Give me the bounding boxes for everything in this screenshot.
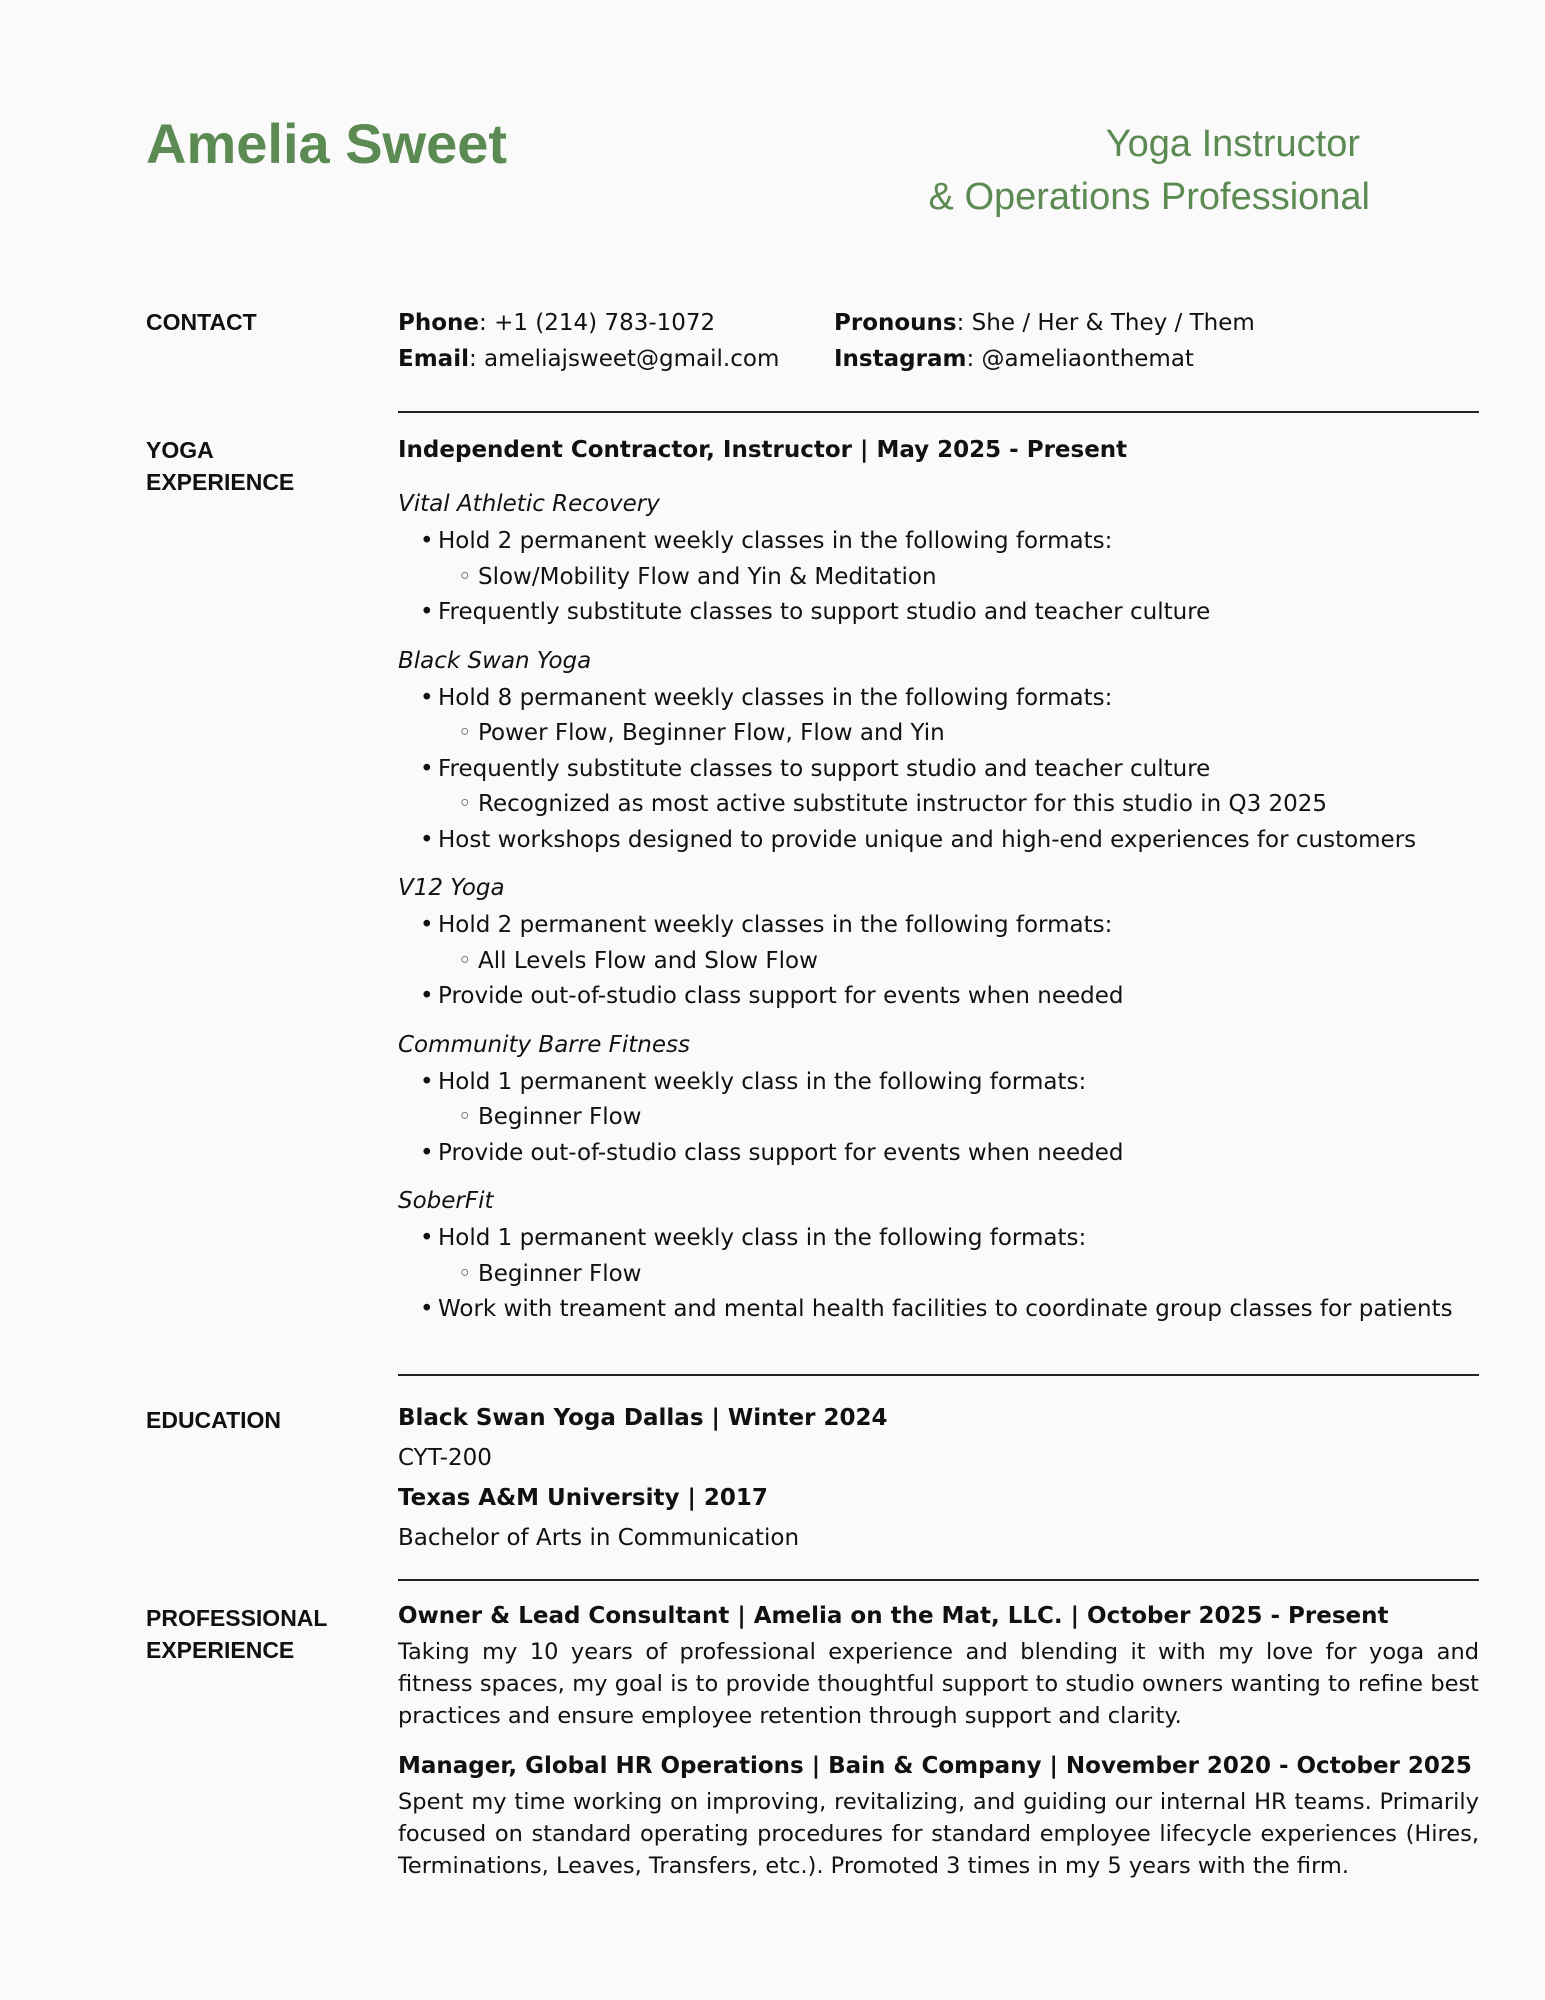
education-school: Texas A&M University | 2017 [398, 1485, 768, 1511]
yoga-section-label [146, 434, 294, 498]
phone-value: : +1 (214) 783-1072 [479, 310, 716, 336]
job-heading: Owner & Lead Consultant | Amelia on the Mat, LLC. | October 2025 - Present [398, 1603, 1389, 1629]
sub-list-item: ◦ All Levels Flow and Slow Flow [478, 944, 1479, 980]
bullet-text: Hold 8 permanent weekly classes in the following formats: [438, 684, 1113, 711]
title-line-2: & Operations Professional [928, 176, 1370, 218]
list-item [420, 681, 1479, 752]
instagram-line [834, 341, 1255, 377]
studio-bullets [398, 1065, 1479, 1172]
email-value: : ameliajsweet@gmail.com [468, 346, 780, 372]
sub-list-item: ◦ Beginner Flow [478, 1100, 1479, 1136]
sub-list-item: ◦ Beginner Flow [478, 1257, 1479, 1293]
list-item [420, 524, 1479, 595]
education-detail: Bachelor of Arts in Communication [398, 1525, 800, 1551]
studio-name: V12 Yoga [398, 875, 505, 901]
studio-bullets [398, 681, 1479, 859]
contact-right-column [834, 305, 1255, 377]
divider-contact [398, 411, 1479, 413]
divider-yoga [398, 1374, 1479, 1376]
education-detail: CYT-200 [398, 1445, 492, 1471]
education-section-label: EDUCATION [146, 1407, 282, 1433]
bullet-text: Hold 2 permanent weekly classes in the following formats: [438, 912, 1113, 938]
job-description: Taking my 10 years of professional experience and blending it with my love for yoga and fitness spaces, my goal is to provide thoughtful support to studio owners wanting to refine best practices and ensure employee retention through support and clarity. [398, 1639, 1479, 1729]
instagram-value: : @ameliaonthemat [966, 346, 1194, 372]
yoga-label-line-2: EXPERIENCE [146, 469, 295, 495]
pronouns-line [834, 305, 1255, 341]
list-item: • Work with treament and mental health facilities to coordinate group classes for patients [420, 1292, 1479, 1328]
professional-label-line-2: EXPERIENCE [146, 1637, 295, 1663]
bullet-text: Hold 2 permanent weekly classes in the following formats: [438, 528, 1113, 554]
studio-name: Vital Athletic Recovery [398, 491, 660, 517]
job-description: Spent my time working on improving, revitalizing, and guiding our internal HR teams. Primarily focused on standard operating procedures for standard employee lifecycle experiences (Hires, Terminations, Leaves, Transfers, etc.). Promoted 3 times in my 5 years with the firm. [398, 1789, 1479, 1879]
studio-bullets [398, 1221, 1479, 1328]
email-label: Email [398, 346, 469, 372]
list-item [420, 908, 1479, 979]
yoga-label-line-1: YOGA [146, 437, 214, 463]
email-line [398, 341, 779, 377]
phone-label: Phone [398, 310, 480, 336]
list-item: • Frequently substitute classes to support studio and teacher culture [420, 595, 1479, 631]
list-item: • Provide out-of-studio class support for events when needed [420, 1136, 1479, 1172]
sub-list-item: ◦ Slow/Mobility Flow and Yin & Meditation [478, 560, 1479, 596]
studio-bullets [398, 908, 1479, 1015]
job-heading: Manager, Global HR Operations | Bain & Company | November 2020 - October 2025 [398, 1753, 1472, 1779]
list-item: • Host workshops designed to provide unique and high-end experiences for customers [420, 823, 1479, 859]
divider-education [398, 1579, 1479, 1581]
pronouns-value: : She / Her & They / Them [956, 310, 1255, 336]
resume-name: Amelia Sweet [146, 112, 508, 175]
bullet-text: Hold 1 permanent weekly class in the following formats: [438, 1225, 1087, 1251]
list-item: • Provide out-of-studio class support for events when needed [420, 979, 1479, 1015]
phone-line [398, 305, 779, 341]
title-line-1: Yoga Instructor [1105, 123, 1360, 165]
education-content [398, 1398, 1479, 1558]
professional-content [398, 1598, 1479, 1882]
professional-label-line-1: PROFESSIONAL [146, 1605, 328, 1631]
sub-list-item: ◦ Power Flow, Beginner Flow, Flow and Yin [478, 716, 1479, 752]
professional-section-label [146, 1602, 327, 1666]
resume-title [929, 118, 1370, 224]
yoga-heading: Independent Contractor, Instructor | May 2025 - Present [398, 437, 1128, 463]
studio-name: Community Barre Fitness [398, 1031, 691, 1058]
bullet-text: Frequently substitute classes to support studio and teacher culture [438, 755, 1211, 782]
contact-section-label: CONTACT [146, 309, 257, 335]
contact-left-column [398, 305, 779, 377]
list-item [420, 1065, 1479, 1136]
list-item [420, 752, 1479, 823]
list-item [420, 1221, 1479, 1292]
studio-name: SoberFit [398, 1188, 494, 1214]
pronouns-label: Pronouns [834, 310, 957, 336]
education-school: Black Swan Yoga Dallas | Winter 2024 [398, 1405, 888, 1431]
bullet-text: Hold 1 permanent weekly class in the following formats: [438, 1068, 1087, 1095]
studio-bullets [398, 524, 1479, 631]
instagram-label: Instagram [834, 346, 967, 372]
yoga-experience-content [398, 432, 1479, 1328]
sub-list-item: ◦ Recognized as most active substitute instructor for this studio in Q3 2025 [478, 787, 1479, 823]
studio-name: Black Swan Yoga [398, 647, 592, 674]
